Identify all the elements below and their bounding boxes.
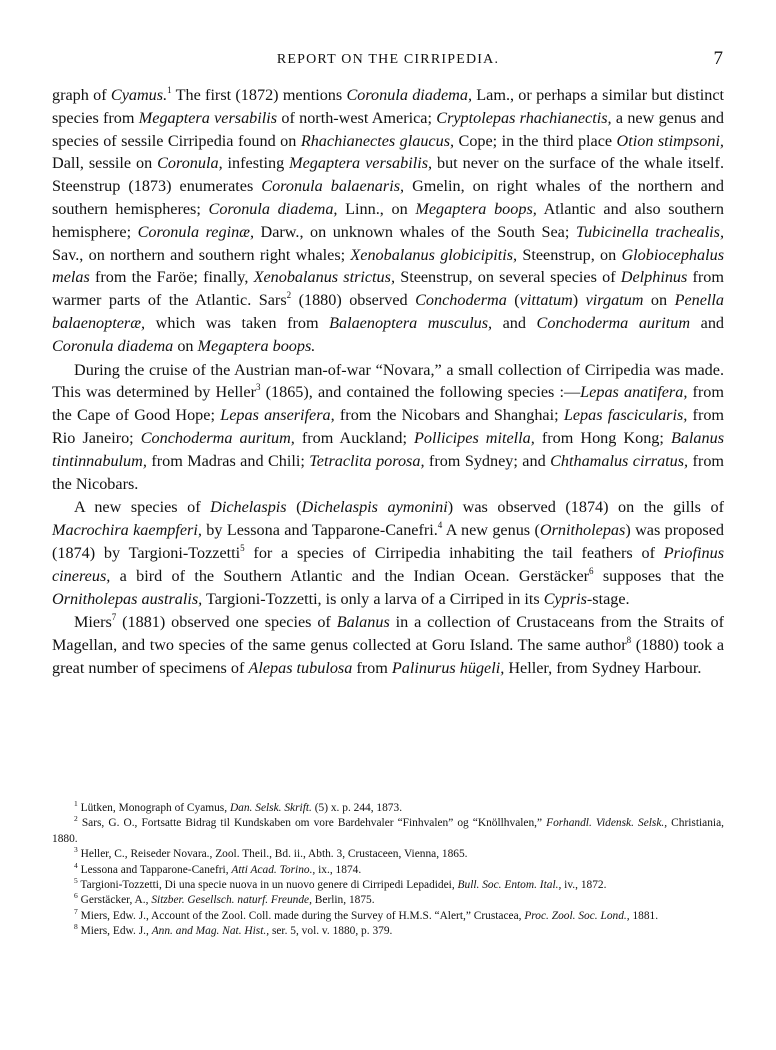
- journal-title: Atti Acad. Torino.,: [231, 863, 316, 876]
- text-run: and: [492, 313, 537, 332]
- taxon-name: Chthamalus cirratus,: [550, 451, 689, 470]
- paragraph-1: [52, 84, 724, 358]
- footnote: [52, 878, 724, 893]
- footnote-number: 8: [74, 922, 78, 932]
- footnote-ref: 4: [437, 520, 443, 531]
- footnote-text: Gerstäcker, A.,: [80, 894, 152, 907]
- text-run: ) was proposed (1874) by Targioni-Tozzetti: [52, 521, 724, 562]
- taxon-name: Rhachianectes glaucus,: [300, 131, 455, 150]
- footnote-text: Lessona and Tapparone-Canefri,: [80, 863, 232, 876]
- text-run: Cope; in the third place: [454, 131, 617, 150]
- footnote-text: (5) x. p. 244, 1873.: [311, 802, 403, 814]
- taxon-name: Coronula diadema: [52, 336, 174, 355]
- footnote-number: 5: [74, 876, 78, 886]
- text-run: from the Nicobars.: [52, 451, 724, 493]
- footnote-text: Miers, Edw. J., Account of the Zool. Coll. made during the Survey of H.M.S. “Alert,” Crustacea,: [80, 909, 525, 922]
- footnote-text: ser. 5, vol. v. 1880, p. 379.: [269, 925, 393, 938]
- text-run: (1881) observed one species of: [116, 613, 337, 632]
- text-run: (: [286, 498, 302, 517]
- taxon-name: Conchoderma auritum: [536, 313, 691, 332]
- journal-title: Proc. Zool. Soc. Lond.,: [524, 909, 630, 922]
- taxon-name: Xenobalanus strictus,: [253, 268, 395, 287]
- taxon-name: Pollicipes mitella,: [414, 428, 535, 447]
- taxon-name: Coronula,: [157, 154, 223, 173]
- text-run: (: [506, 291, 520, 310]
- taxon-name: Lepas anatifera,: [580, 383, 688, 402]
- text-run: a new genus and species of sessile Cirripedia found on: [52, 108, 724, 150]
- taxon-name: Megaptera boops.: [197, 336, 316, 355]
- taxon-name: Ornitholepas australis,: [52, 589, 203, 608]
- page-number: 7: [713, 48, 724, 69]
- text-run: from Hong Kong;: [534, 428, 671, 447]
- text-run: but never on the surface of the whale itself. Steenstrup (1873) enumerates: [52, 154, 724, 196]
- footnote-ref: 3: [255, 382, 261, 393]
- text-run: Linn., on: [337, 199, 416, 218]
- footnote: [52, 860, 724, 878]
- footnote: [52, 924, 724, 939]
- taxon-name: Conchoderma: [415, 291, 507, 310]
- paragraph-4: [52, 611, 724, 679]
- taxon-name: Globiocephalus melas: [52, 245, 724, 287]
- journal-title: Ann. and Mag. Nat. Hist.,: [151, 925, 270, 938]
- text-run: Gmelin, on right whales of the northern and southern hemispheres;: [52, 177, 724, 218]
- taxon-name: Balanus tintinnabulum,: [52, 428, 724, 470]
- taxon-name: Megaptera boops,: [415, 199, 537, 218]
- text-run: A new species of: [74, 498, 211, 517]
- text-run: supposes that the: [593, 566, 724, 585]
- text-run: from the Cape of Good Hope;: [52, 383, 724, 425]
- footnote-ref: 5: [240, 542, 245, 553]
- taxon-name: Dichelaspis: [210, 498, 287, 517]
- footnote-text: Miers, Edw. J.,: [80, 925, 152, 938]
- footnote-text: Sars, G. O., Fortsatte Bidrag til Kundskaben om vore Bardehvaler “Finhvalen” og “Knöllhvalen,”: [81, 817, 547, 830]
- footnote: [52, 847, 724, 862]
- text-run: which was taken from: [145, 313, 330, 332]
- text-run: The first (1872) mentions: [171, 86, 347, 104]
- footnote-text: iv., 1872.: [561, 879, 607, 892]
- footnote-text: Heller, C., Reiseder Novara., Zool. Theil., Bd. ii., Abth. 3, Crustaceen, Vienna, 1865.: [80, 848, 468, 861]
- text-run: in a collection of Crustaceans from the Straits of Magellan, and two species of the same genus collected at Goru Island. The same author: [52, 613, 724, 655]
- text-run: (1880) observed: [291, 291, 416, 310]
- text-run: Targioni-Tozzetti, is only a larva of a Cirriped in its: [202, 589, 544, 608]
- text-run: by Lessona and Tapparone-Canefri.: [201, 521, 438, 540]
- body-text: [52, 84, 724, 680]
- footnote-text: Targioni-Tozzetti, Di una specie nuova in un nuovo genere di Cirripedi Lepadidei,: [80, 879, 458, 892]
- taxon-name: Coronula reginæ,: [137, 222, 255, 241]
- text-run: Lam., or perhaps a similar but distinct species from: [52, 86, 724, 127]
- text-run: During the cruise of the Austrian man-of-war “Novara,” a small collection of Cirripedia was made. This was determined by Heller: [52, 360, 724, 402]
- footnote: [52, 906, 724, 924]
- text-run: Steenstrup, on several species of: [395, 268, 621, 287]
- text-run: Atlantic and also southern hemisphere;: [52, 199, 724, 241]
- taxon-name: Balanus: [336, 613, 390, 632]
- taxon-name: Lepas fascicularis,: [563, 406, 688, 425]
- footnote-number: 6: [74, 891, 78, 901]
- footnote-number: 7: [74, 906, 78, 916]
- taxon-name: Coronula diadema,: [346, 86, 472, 104]
- taxon-name: Otion stimpsoni,: [616, 131, 724, 150]
- journal-title: Sitzber. Gesellsch. naturf. Freunde,: [151, 894, 312, 907]
- text-run: infesting: [222, 154, 290, 173]
- taxon-name: Balaenoptera musculus,: [329, 313, 493, 332]
- text-run: from Auckland;: [294, 428, 415, 447]
- footnote-number: 3: [74, 845, 78, 855]
- footnote-text: Christiania, 1880.: [52, 817, 724, 845]
- footnote-number: 1: [74, 799, 78, 808]
- text-run: of north-west America;: [277, 108, 437, 127]
- text-run: on: [173, 336, 198, 355]
- text-run: from the Nicobars and Shanghai;: [334, 406, 564, 425]
- text-run: from: [352, 658, 392, 677]
- taxon-name: Cyamus.: [110, 86, 168, 104]
- text-run: (1865), and contained the following species :—: [260, 383, 581, 402]
- footnote-ref: 8: [626, 635, 632, 646]
- text-run: from Rio Janeiro;: [52, 406, 725, 447]
- text-run: (1880) took a great number of specimens of: [52, 636, 725, 677]
- paragraph-3: [52, 496, 724, 610]
- text-run: and: [690, 313, 725, 332]
- taxon-name: vittatum: [519, 291, 573, 310]
- text-run: Steenstrup, on: [517, 245, 622, 264]
- paragraph-2: [52, 359, 724, 496]
- taxon-name: Conchoderma auritum,: [140, 428, 295, 447]
- taxon-name: Lepas anserifera,: [220, 406, 335, 425]
- taxon-name: Dichelaspis aymonini: [301, 498, 448, 517]
- footnote-ref: 7: [111, 612, 117, 623]
- taxon-name: Ornitholepas: [539, 521, 626, 540]
- text-run: from Madras and Chili;: [146, 451, 310, 470]
- journal-title: Bull. Soc. Entom. Ital.,: [457, 879, 562, 892]
- taxon-name: Megaptera versabilis: [138, 108, 278, 127]
- taxon-name: Macrochira kaempferi,: [52, 521, 202, 540]
- taxon-name: Alepas tubulosa: [248, 658, 353, 677]
- text-run: Dall, sessile on: [52, 154, 158, 173]
- footnote-text: 1881.: [629, 909, 659, 922]
- text-run: from the Faröe; finally,: [89, 268, 254, 287]
- text-run: from Sydney; and: [424, 451, 551, 470]
- taxon-name: Coronula balaenaris,: [261, 177, 405, 196]
- footnote: [52, 801, 724, 816]
- footnote-ref: 6: [589, 565, 594, 576]
- footnote-number: 2: [74, 814, 78, 824]
- text-run: Sav., on northern and southern right whales;: [52, 245, 351, 264]
- text-run: graph of: [52, 86, 111, 104]
- taxon-name: Palinurus hügeli,: [391, 658, 505, 677]
- journal-title: Forhandl. Vidensk. Selsk.,: [546, 817, 668, 830]
- taxon-name: Tubicinella trachealis,: [575, 222, 724, 241]
- text-run: A new genus (: [442, 521, 540, 540]
- text-run: Miers: [74, 613, 112, 632]
- text-run: for a species of Cirripedia inhabiting the tail feathers of: [244, 543, 664, 562]
- taxon-name: Coronula diadema,: [208, 199, 338, 218]
- text-run: from warmer parts of the Atlantic. Sars: [52, 268, 724, 310]
- taxon-name: Cypris: [543, 589, 587, 608]
- footnote: [52, 816, 724, 847]
- text-run: Heller, from Sydney Harbour.: [504, 658, 702, 677]
- taxon-name: Penella balaenopteræ,: [52, 291, 725, 332]
- footnote: [52, 893, 724, 908]
- footnote-ref: 1: [167, 85, 172, 95]
- running-header: [52, 50, 724, 74]
- taxon-name: Delphinus: [620, 268, 688, 287]
- taxon-name: Tetraclita porosa,: [309, 451, 425, 470]
- footnote-text: ix., 1874.: [315, 863, 362, 876]
- taxon-name: Priofinus cinereus,: [52, 543, 724, 585]
- taxon-name: Megaptera versabilis,: [289, 154, 433, 173]
- taxon-name: Cryptolepas rhachianectis,: [436, 108, 612, 127]
- taxon-name: Xenobalanus globicipitis,: [350, 245, 518, 264]
- text-run: ) was observed (1874) on the gills of: [447, 498, 724, 517]
- text-run: ): [572, 291, 586, 310]
- footnotes: [52, 801, 724, 940]
- text-run: a bird of the Southern Atlantic and the Indian Ocean. Gerstäcker: [110, 566, 590, 585]
- footnote-text: Lütken, Monograph of Cyamus,: [80, 802, 230, 814]
- running-title: REPORT ON THE CIRRIPEDIA.: [276, 52, 500, 67]
- footnote-number: 4: [74, 860, 78, 870]
- text-run: Darw., on unknown whales of the South Sea;: [254, 222, 576, 241]
- taxon-name: virgatum: [585, 291, 644, 310]
- journal-title: Dan. Selsk. Skrift.: [229, 802, 312, 814]
- text-run: -stage.: [586, 589, 630, 608]
- footnote-ref: 2: [286, 290, 292, 301]
- footnote-text: Berlin, 1875.: [311, 894, 375, 907]
- text-run: on: [643, 291, 675, 310]
